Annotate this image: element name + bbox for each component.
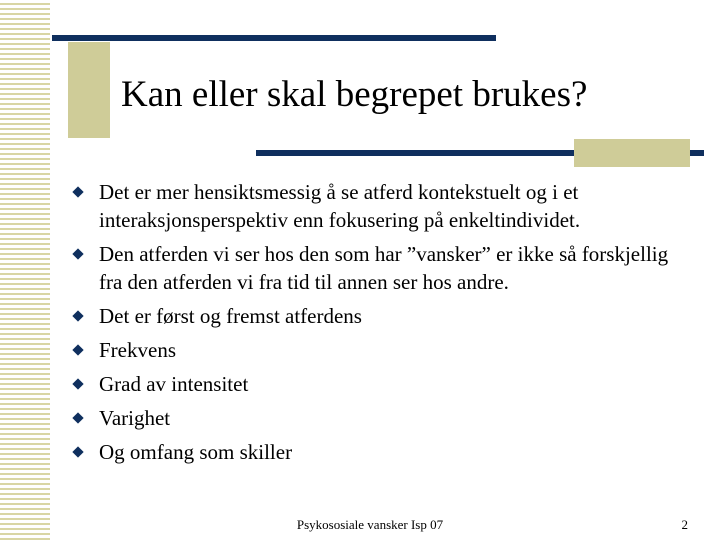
bullet-item xyxy=(74,438,694,466)
bullet-text: Det er først og fremst atferdens xyxy=(99,304,362,328)
bullet-text: Grad av intensitet xyxy=(99,372,249,396)
bullet-item xyxy=(74,302,694,330)
bottom-accent-block xyxy=(574,139,690,167)
bullet-text: Frekvens xyxy=(99,338,176,362)
diamond-bullet-icon xyxy=(72,344,83,355)
top-accent-bar xyxy=(52,35,496,41)
page-number: 2 xyxy=(681,517,688,532)
bullet-item xyxy=(74,370,694,398)
bullet-item xyxy=(74,336,694,364)
bullet-text: Varighet xyxy=(99,406,171,430)
slide-title: Kan eller skal begrepet brukes? xyxy=(121,74,588,115)
diamond-bullet-icon xyxy=(72,412,83,423)
diamond-bullet-icon xyxy=(72,186,83,197)
diamond-bullet-icon xyxy=(72,310,83,321)
bullet-item xyxy=(74,178,694,234)
diamond-bullet-icon xyxy=(72,446,83,457)
bullet-item xyxy=(74,404,694,432)
title-accent-block xyxy=(68,42,110,138)
bullet-item xyxy=(74,240,694,296)
diamond-bullet-icon xyxy=(72,248,83,259)
diamond-bullet-icon xyxy=(72,378,83,389)
decorative-stripes xyxy=(0,0,50,540)
bullet-text: Og omfang som skiller xyxy=(99,440,293,464)
bullet-text: Den atferden vi ser hos den som har ”vansker” er ikke så forskjellig fra den atferden vi fra tid til annen ser hos andre. xyxy=(99,242,669,294)
bullet-list xyxy=(74,178,694,472)
bullet-text: Det er mer hensiktsmessig å se atferd kontekstuelt og i et interaksjonsperspektiv enn fokusering på enkeltindividet. xyxy=(99,180,581,232)
slide-footer: Psykososiale vansker Isp 07 xyxy=(296,517,444,532)
